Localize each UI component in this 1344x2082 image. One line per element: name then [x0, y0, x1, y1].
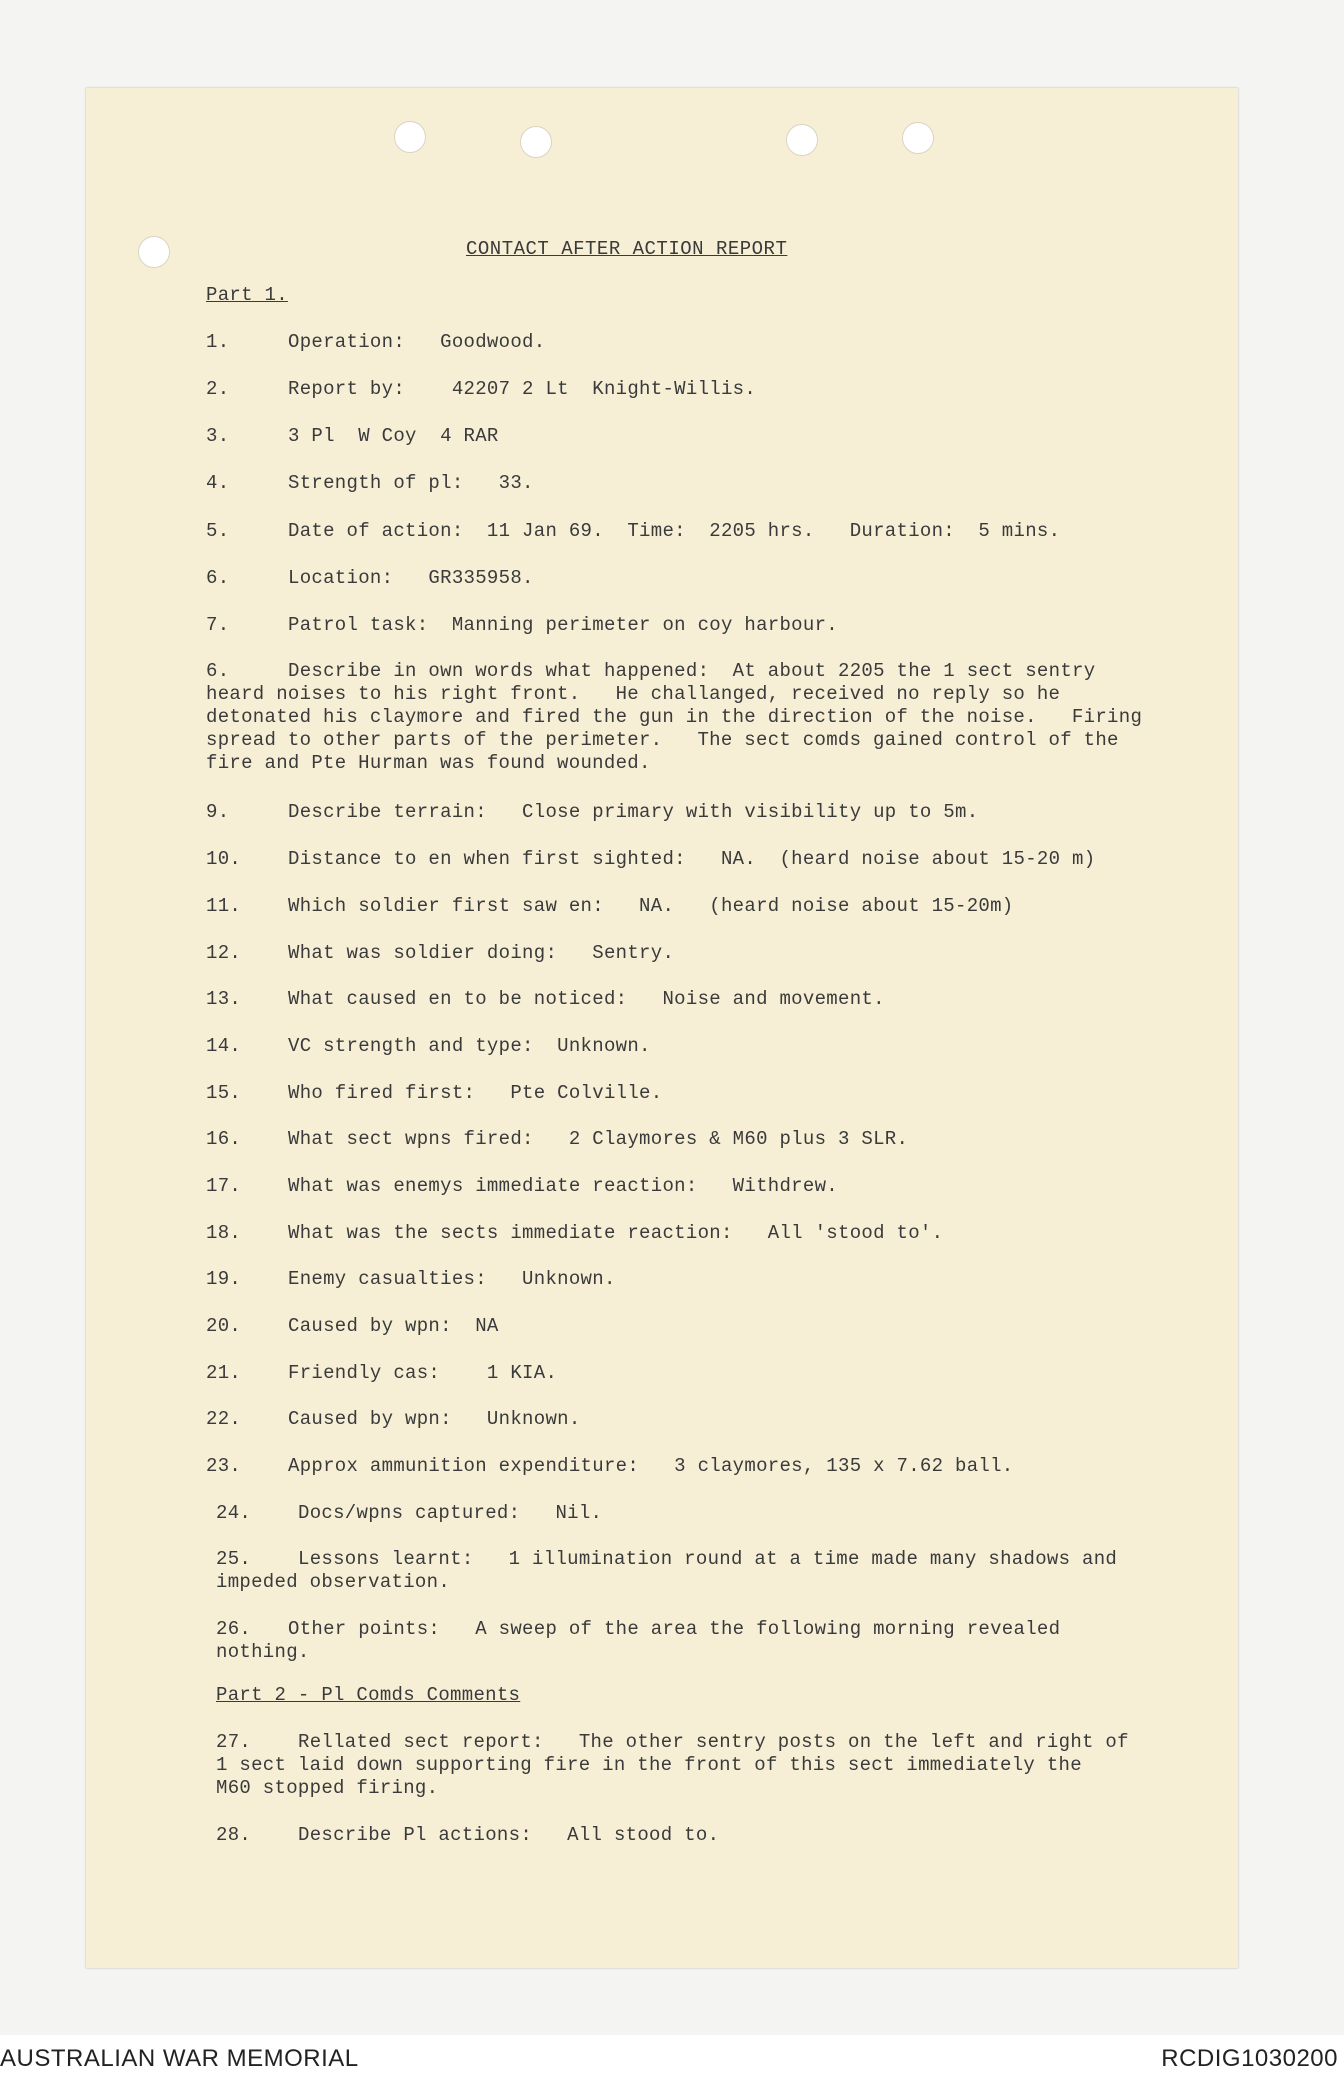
item-number: 7.	[206, 614, 230, 636]
item-number: 28.	[216, 1824, 252, 1846]
item-number: 14.	[206, 1035, 242, 1057]
item-unit: 3 Pl W Coy 4 RAR	[288, 425, 499, 447]
item-operation: Operation: Goodwood.	[288, 331, 546, 353]
item-description-line: fire and Pte Hurman was found wounded.	[206, 752, 651, 774]
item-number: 6.	[206, 567, 230, 589]
item-report-by: Report by: 42207 2 Lt Knight-Willis.	[288, 378, 757, 400]
item-other-points-line: Other points: A sweep of the area the following morning revealed	[288, 1618, 1061, 1640]
item-friendly-cas: Friendly cas: 1 KIA.	[288, 1362, 558, 1384]
part2-heading: Part 2 - Pl Comds Comments	[216, 1684, 521, 1706]
item-wpns-fired: What sect wpns fired: 2 Claymores & M60 plus 3 SLR.	[288, 1128, 909, 1150]
punch-hole	[520, 126, 552, 158]
item-related-report-line: 1 sect laid down supporting fire in the front of this sect immediately the	[216, 1754, 1082, 1776]
item-pl-actions: Describe Pl actions: All stood to.	[298, 1824, 720, 1846]
item-lessons-line: Lessons learnt: 1 illumination round at a time made many shadows and	[298, 1548, 1118, 1570]
item-number: 10.	[206, 848, 242, 870]
item-related-report-line: M60 stopped firing.	[216, 1777, 439, 1799]
item-vc-strength: VC strength and type: Unknown.	[288, 1035, 651, 1057]
item-number: 3.	[206, 425, 230, 447]
item-number: 9.	[206, 801, 230, 823]
item-captured: Docs/wpns captured: Nil.	[298, 1502, 603, 1524]
item-strength: Strength of pl: 33.	[288, 472, 534, 494]
part1-heading: Part 1.	[206, 284, 288, 306]
item-number: 18.	[206, 1222, 242, 1244]
item-description-line: spread to other parts of the perimeter. The sect comds gained control of the	[206, 729, 1119, 751]
item-number: 11.	[206, 895, 242, 917]
item-ammunition: Approx ammunition expenditure: 3 claymores, 135 x 7.62 ball.	[288, 1455, 1014, 1477]
item-number: 2.	[206, 378, 230, 400]
item-description-line: detonated his claymore and fired the gun in the direction of the noise. Firing	[206, 706, 1143, 728]
report-title: CONTACT AFTER ACTION REPORT	[466, 238, 788, 260]
item-distance: Distance to en when first sighted: NA. (heard noise about 15-20 m)	[288, 848, 1096, 870]
footer-record-id: RCDIG1030200	[1161, 2045, 1338, 2072]
document-page	[86, 88, 1238, 1968]
item-caused-by-wpn: Caused by wpn: Unknown.	[288, 1408, 581, 1430]
item-number: 1.	[206, 331, 230, 353]
item-number: 16.	[206, 1128, 242, 1150]
item-first-saw: Which soldier first saw en: NA. (heard noise about 15-20m)	[288, 895, 1014, 917]
punch-hole	[394, 121, 426, 153]
item-description-line: Describe in own words what happened: At about 2205 the 1 sect sentry	[288, 660, 1096, 682]
item-number: 23.	[206, 1455, 242, 1477]
item-sect-reaction: What was the sects immediate reaction: All 'stood to'.	[288, 1222, 944, 1244]
footer-institution: AUSTRALIAN WAR MEMORIAL	[0, 2045, 359, 2072]
item-number: 25.	[216, 1548, 252, 1570]
item-caused-by-wpn: Caused by wpn: NA	[288, 1315, 499, 1337]
item-number: 21.	[206, 1362, 242, 1384]
item-soldier-doing: What was soldier doing: Sentry.	[288, 942, 675, 964]
item-lessons-line: impeded observation.	[216, 1571, 451, 1593]
item-number: 5.	[206, 520, 230, 542]
punch-hole	[138, 236, 170, 268]
item-fired-first: Who fired first: Pte Colville.	[288, 1082, 663, 1104]
item-date-of-action: Date of action: 11 Jan 69. Time: 2205 hrs. Duration: 5 mins.	[288, 520, 1061, 542]
item-number: 19.	[206, 1268, 242, 1290]
item-patrol-task: Patrol task: Manning perimeter on coy harbour.	[288, 614, 838, 636]
item-number: 13.	[206, 988, 242, 1010]
item-number: 22.	[206, 1408, 242, 1430]
item-number: 12.	[206, 942, 242, 964]
item-location: Location: GR335958.	[288, 567, 534, 589]
item-terrain: Describe terrain: Close primary with visibility up to 5m.	[288, 801, 979, 823]
item-number: 4.	[206, 472, 230, 494]
punch-hole	[902, 122, 934, 154]
item-enemy-casualties: Enemy casualties: Unknown.	[288, 1268, 616, 1290]
item-other-points-line: nothing.	[216, 1641, 310, 1663]
item-number: 27.	[216, 1731, 252, 1753]
punch-hole	[786, 124, 818, 156]
item-related-report-line: Rellated sect report: The other sentry posts on the left and right of	[298, 1731, 1129, 1753]
item-description-line: heard noises to his right front. He challanged, received no reply so he	[206, 683, 1061, 705]
item-number: 6.	[206, 660, 230, 682]
item-number: 15.	[206, 1082, 242, 1104]
item-enemy-reaction: What was enemys immediate reaction: Withdrew.	[288, 1175, 838, 1197]
item-number: 26.	[216, 1618, 252, 1640]
item-number: 20.	[206, 1315, 242, 1337]
item-noticed: What caused en to be noticed: Noise and movement.	[288, 988, 885, 1010]
item-number: 17.	[206, 1175, 242, 1197]
item-number: 24.	[216, 1502, 252, 1524]
